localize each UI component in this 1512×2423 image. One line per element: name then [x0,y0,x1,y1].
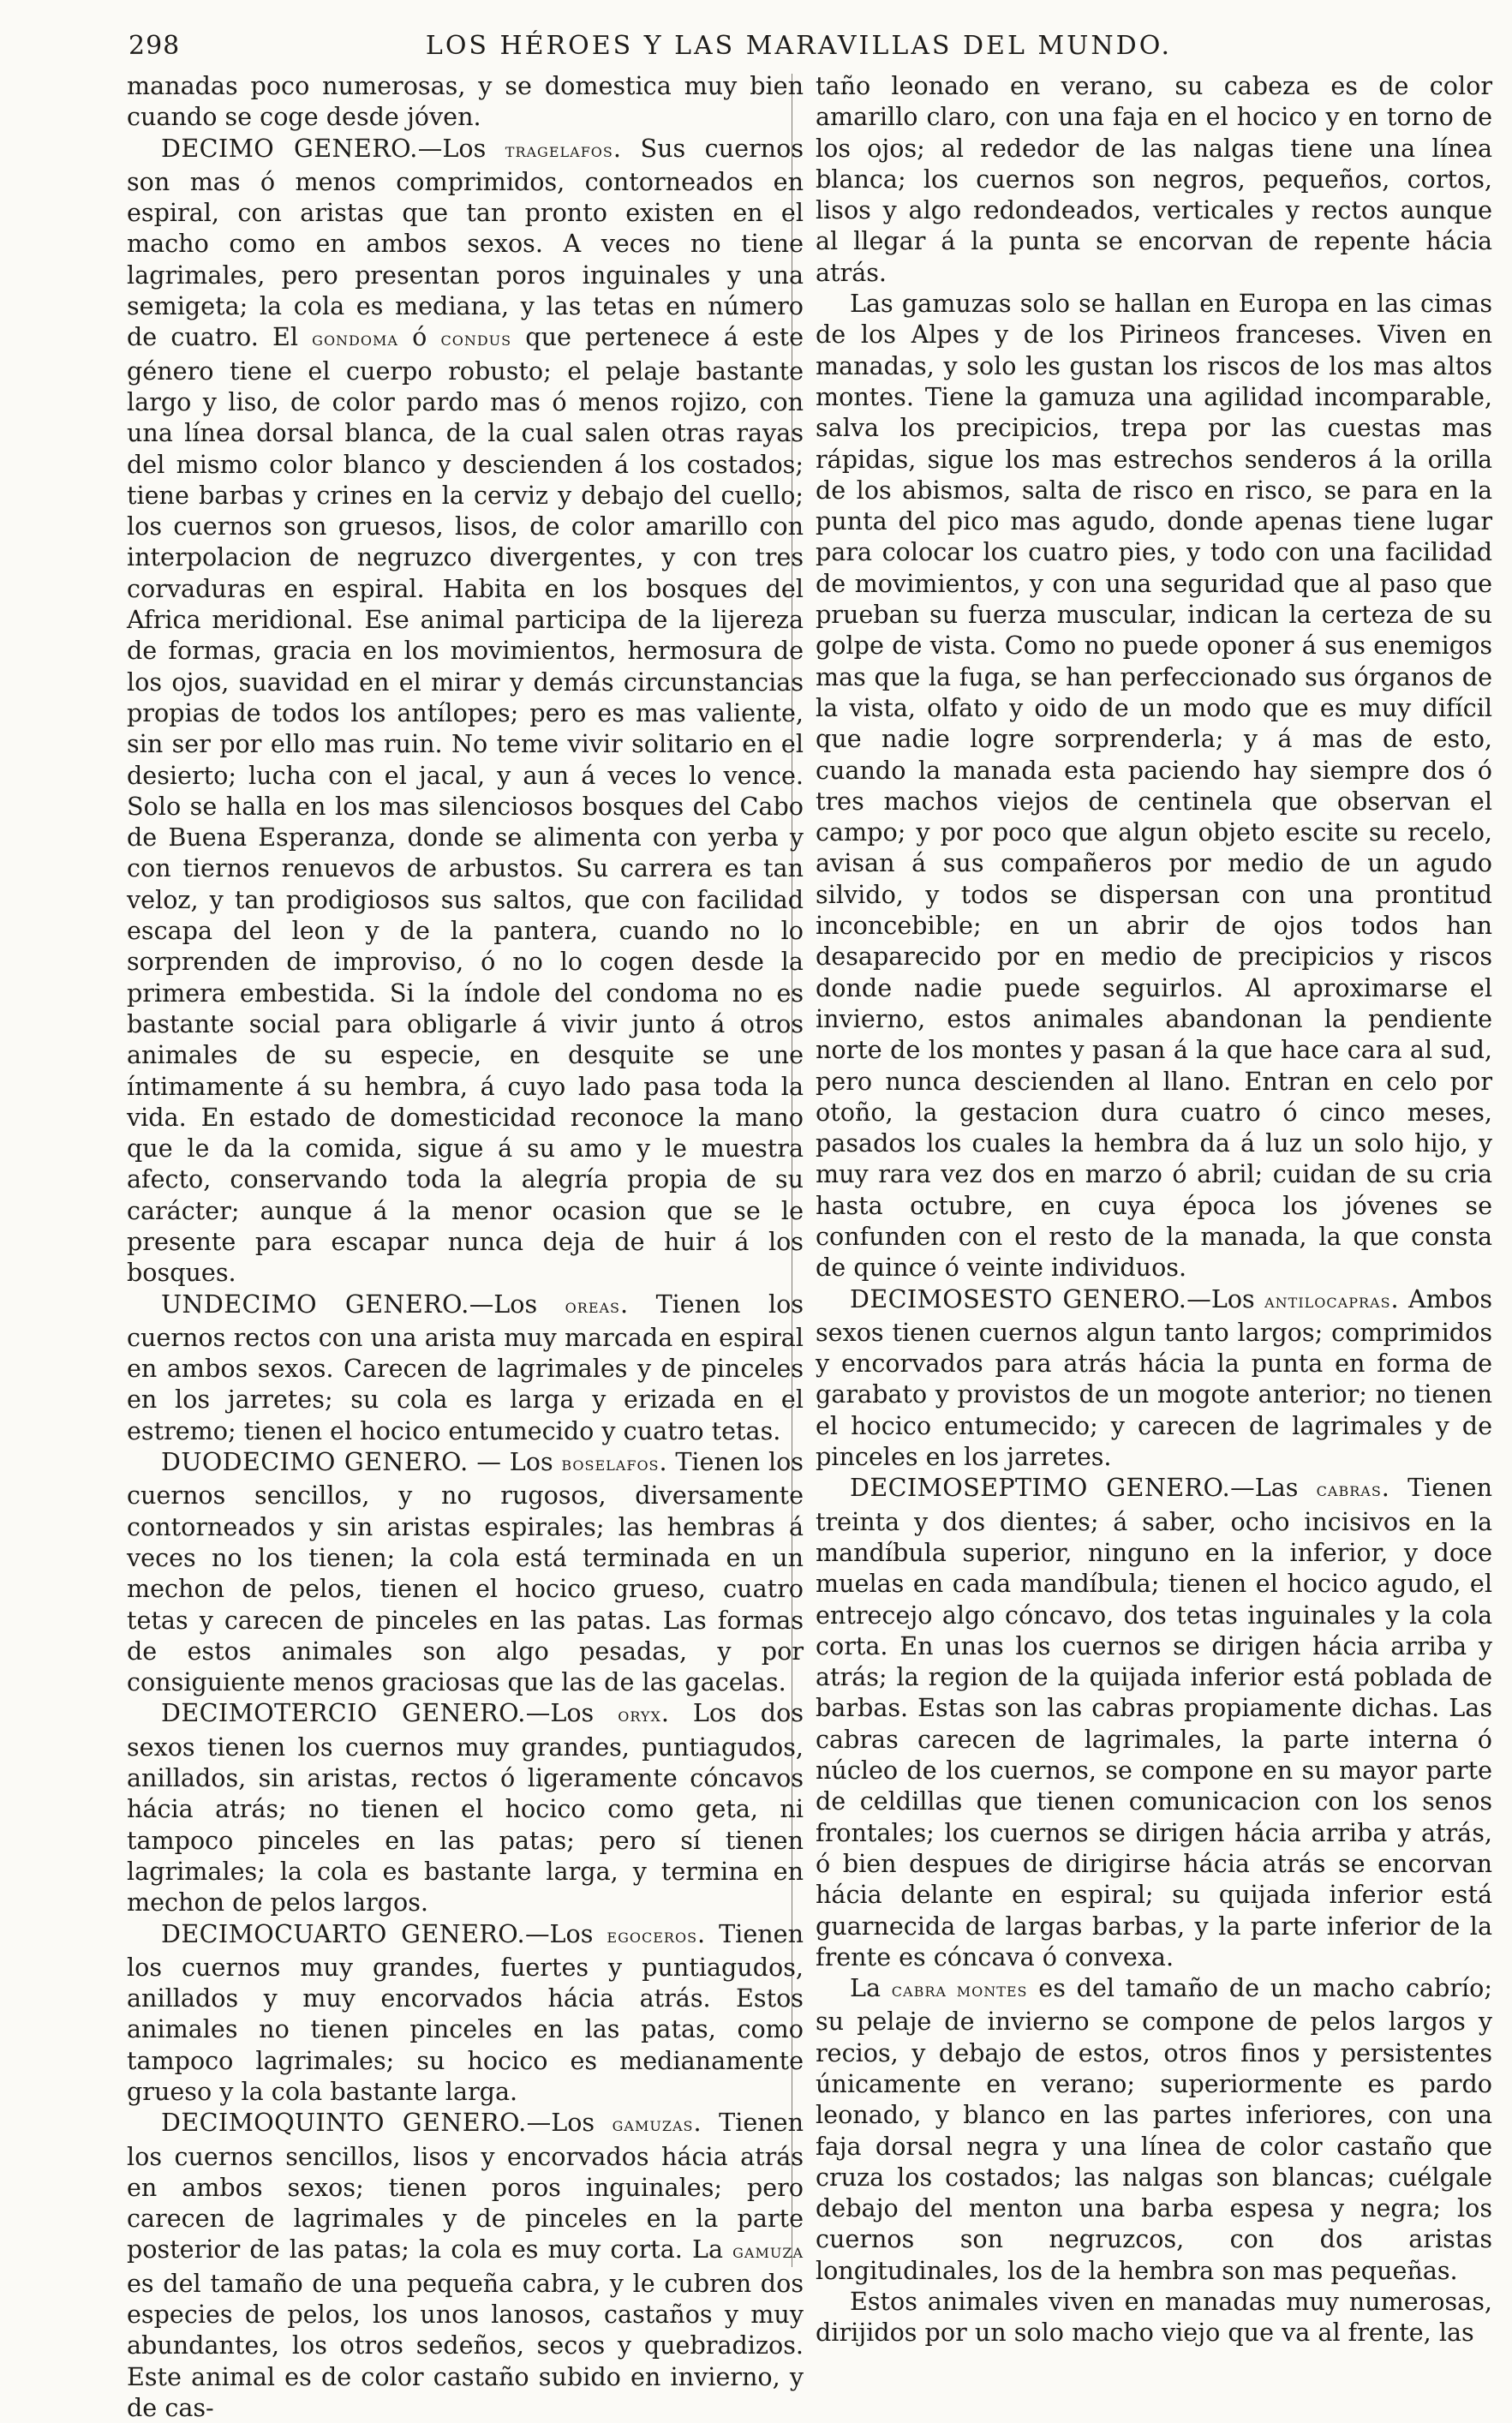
genus-heading: DECIMO GENERO. [161,133,418,163]
paragraph-text: es del tamaño de una pequeña cabra, y le cubren dos especies de pelos, los unos lanosos, castaños y muy abundantes, los otros sedeños, secos y quebradizos. Este animal es de color castaño subido en invierno, y de cas- [127,2268,804,2422]
paragraph [127,1697,804,1917]
page-header [128,24,1469,67]
genus-heading: DUODECIMO GENERO. [161,1447,469,1477]
species-term: gondoma [312,328,398,351]
paragraph-text: es del tamaño de un macho cabrío; su pelaje de invierno se compone de pelos largos y recios, y debajo de estos, otros finos y persistentes únicamente en verano; superiormente es pardo leonado, y blanco en las partes inferiores, con una faja dorsal negra y una línea de color castaño que cruza los costados; las nalgas son blancas; cuélgale debajo del menton una barba espesa y negra; los cuernos son negruzcos, con dos aristas longitudinales, los de la hembra son mas pequeñas. [816,1973,1493,2285]
paragraph [127,133,804,1289]
paragraph [127,1918,804,2108]
left-column [127,70,804,2423]
species-term: cabra montes [891,1979,1028,2002]
dash-text: —Los [525,1698,619,1728]
paragraph-text: que pertenece á este género tiene el cuerpo robusto; el pelaje bastante largo y liso, de color pardo mas ó menos rojizo, con una línea dorsal blanca, de la cual salen otras rayas del mismo color blanco y descienden á los costados; tiene barbas y crines en la cerviz y debajo del cuello; los cuernos son gruesos, lisos, de color amarillo con interpolacion de negruzco divergentes, y con tres corvaduras en espiral. Habita en los bosques del Africa meridional. Ese animal participa de la lijereza de formas, gracia en los movimientos, hermosura de los ojos, suavidad en el mirar y demás circunstancias propias de todos los antílopes; pero es mas valiente, sin ser por ello mas ruin. No teme vivir solitario en el desierto; lucha con el jacal, y aun á veces lo vence. Solo se halla en los mas silenciosos bosques del Cabo de Buena Esperanza, donde se alimenta con yerba y con tiernos renuevos de arbustos. Su carrera es tan veloz, y tan prodigiosos sus saltos, que con facilidad escapa del leon y de la pantera, cuando no lo sorprenden de improviso, ó no lo cogen desde la primera embestida. Si la índole del condoma no es bastante social para obligarle á vivir junto á otros animales de su especie, en desquite se une íntimamente á su hembra, á cuyo lado pasa toda la vida. En estado de domesticidad reconoce la mano que le da la comida, sigue á su amo y le muestra afecto, conservando toda la alegría propia de su carácter; aunque á la menor ocasion que se le presente para escapar nunca deja de huir á los bosques. [127,322,804,1288]
species-term: condus [440,328,512,351]
running-title: LOS HÉROES Y LAS MARAVILLAS DEL MUNDO. [425,31,1173,61]
genus-heading: DECIMOTERCIO GENERO. [161,1698,526,1728]
paragraph: Estos animales viven en manadas muy numerosas, dirijidos por un solo macho viejo que va al frente, las [816,2287,1492,2348]
genus-term: tragelafos [505,139,613,162]
dash-text: —Los [524,1918,607,1948]
paragraph-text: . Tienen los cuernos rectos con una arista muy marcada en espiral en ambos sexos. Carecen de lagrimales y de pinceles en los jarretes; su cola es larga y erizada en el estremo; tienen el hocico entumecido y cuatro tetas. [127,1289,804,1445]
dash-text: —Los [469,1289,565,1319]
genus-term: gamuzas [612,2114,694,2137]
genus-term: oryx [618,1704,661,1727]
paragraph-text: . Sus cuernos son mas ó menos comprimidos, contorneados en espiral, con aristas que tan pronto existen en el macho como en ambos sexos. A veces no tiene lagrimales, pero presentan poros inguinales y una semigeta; la cola es mediana, y las tetas en número de cuatro. El [127,133,804,352]
dash-text: —Los [417,133,505,163]
genus-heading: DECIMOSESTO GENERO. [850,1283,1187,1313]
dash-text: —Los [1186,1283,1265,1313]
paragraph-text: . Tienen los cuernos muy grandes, fuertes y puntiagudos, anillados y muy encorvados hácia atrás. Estos animales no tienen pinceles en las patas, como tampoco lagrimales; su hocico es medianamente grueso y la cola bastante larga. [127,1918,804,2106]
paragraph [816,1472,1492,1972]
genus-term: antilocapras [1264,1289,1391,1313]
paragraph-text: . Tienen los cuernos sencillos, lisos y encorvados hácia atrás en ambos sexos; tienen poros inguinales; pero carecen de lagrimales y de pinceles en la parte posterior de las patas; la cola es muy corta. La [127,2108,804,2264]
paragraph [127,1289,804,1446]
dash-text: —Las [1230,1473,1317,1503]
genus-heading: DECIMOQUINTO GENERO. [161,2108,527,2138]
paragraph-text: . Los dos sexos tienen los cuernos muy grandes, puntiagudos, anillados, sin aristas, rectos ó ligeramente cóncavos hácia atrás; no tienen el hocico como geta, ni tampoco pinceles en las patas; pero sí tienen lagrimales; la cola es bastante larga, y termina en mechon de pelos largos. [127,1698,804,1917]
genus-term: cabras [1316,1479,1382,1502]
page-number: 298 [128,31,181,61]
paragraph [127,1446,804,1697]
right-column [816,70,1492,2348]
paragraph-text: . Tienen treinta y dos dientes; á saber, ocho incisivos en la mandíbula superior, ninguno en la inferior, y doce muelas en cada mandíbula; tienen el hocico agudo, el entrecejo algo cóncavo, dos tetas inguinales y la cola corta. En unas los cuernos se dirigen hácia arriba y atrás; la region de la quijada inferior está poblada de barbas. Estas son las cabras propiamente dichas. Las cabras carecen de lagrimales, la parte interna ó núcleo de los cuernos, se compone en su mayor parte de celdillas que tienen comunicacion con los senos frontales; los cuernos se dirigen hácia arriba y atrás, ó bien despues de dirigirse hácia atrás se encorvan hácia delante en espiral; su quijada inferior está guarnecida de largas barbas, y la parte inferior de la frente es cóncava ó convexa. [816,1473,1492,1971]
genus-heading: DECIMOSEPTIMO GENERO. [850,1473,1231,1503]
dash-text: — Los [468,1447,562,1477]
paragraph [816,1283,1492,1473]
paragraph-text: . Tienen los cuernos sencillos, y no rugosos, diversamente contorneados y sin aristas espirales; las hembras á veces no los tienen; la cola está terminada en un mechon de pelos, tienen el hocico grueso, cuatro tetas y carecen de pinceles en las patas. Las formas de estos animales son algo pesadas, y por consiguiente menos graciosas que las de las gacelas. [127,1447,804,1697]
species-term: gamuza [732,2241,804,2264]
paragraph-text: . Ambos sexos tienen cuernos algun tanto largos; comprimidos y encorvados para atrás hácia la punta en forma de garabato y provistos de un mogote anterior; no tienen el hocico entumecido; y carecen de lagrimales y de pinceles en los jarretes. [816,1283,1492,1472]
genus-heading: UNDECIMO GENERO. [161,1289,469,1319]
paragraph [816,1972,1492,2286]
dash-text: —Los [526,2108,613,2138]
genus-term: egoceros [607,1924,698,1947]
genus-heading: DECIMOCUARTO GENERO. [161,1918,525,1948]
genus-term: boselafos [561,1453,660,1476]
paragraph-text: La [850,1973,892,2003]
paragraph-text: ó [397,322,441,352]
paragraph: taño leonado en verano, su cabeza es de color amarillo claro, con una faja en el hocico y en torno de los ojos; al rededor de las nalgas tiene una línea blanca; los cuernos son negros, pequeños, cortos, lisos y algo redondeados, verticales y rectos aunque al llegar á la punta se encorvan de repente hácia atrás. [816,71,1492,287]
paragraph: Las gamuzas solo se hallan en Europa en las cimas de los Alpes y de los Pirineos franceses. Viven en manadas, y solo les gustan los riscos de los mas altos montes. Tiene la gamuza una agilidad incomparable, salva los precipicios, trepa por las cuestas mas rápidas, sigue los mas estrechos senderos á la orilla de los abismos, salta de risco en risco, se para en la punta del pico mas agudo, donde apenas tiene lugar para colocar los cuatro pies, y todo con una facilidad de movimientos, y con una seguridad que al paso que prueban su fuerza muscular, indican la certeza de su golpe de vista. Como no puede oponer á sus enemigos mas que la fuga, se han perfeccionado sus órganos de la vista, olfato y oido de un modo que es muy difícil que nadie logre sorprenderla; y á mas de esto, cuando la manada esta paciendo hay siempre dos ó tres machos viejos de centinela que observan el campo; y por poco que algun objeto escite su recelo, avisan á sus compañeros por medio de un agudo silvido, y todos se dispersan con una prontitud inconcebible; en un abrir de ojos todos han desaparecido por en medio de precipicios y riscos donde nadie puede seguirlos. Al aproximarse el invierno, estos animales abandonan la pendiente norte de los montes y pasan á la que hace cara al sud, pero nunca descienden al llano. Entran en celo por otoño, la gestacion dura cuatro ó cinco meses, pasados los cuales la hembra da á luz un solo hijo, y muy rara vez dos en marzo ó abril; cuidan de su cria hasta octubre, en cuya época los jóvenes se confunden con el resto de la manada, la que consta de quince ó veinte individuos. [816,289,1492,1283]
paragraph: manadas poco numerosas, y se domestica muy bien cuando se coge desde jóven. [127,71,804,132]
genus-term: oreas [565,1295,621,1318]
